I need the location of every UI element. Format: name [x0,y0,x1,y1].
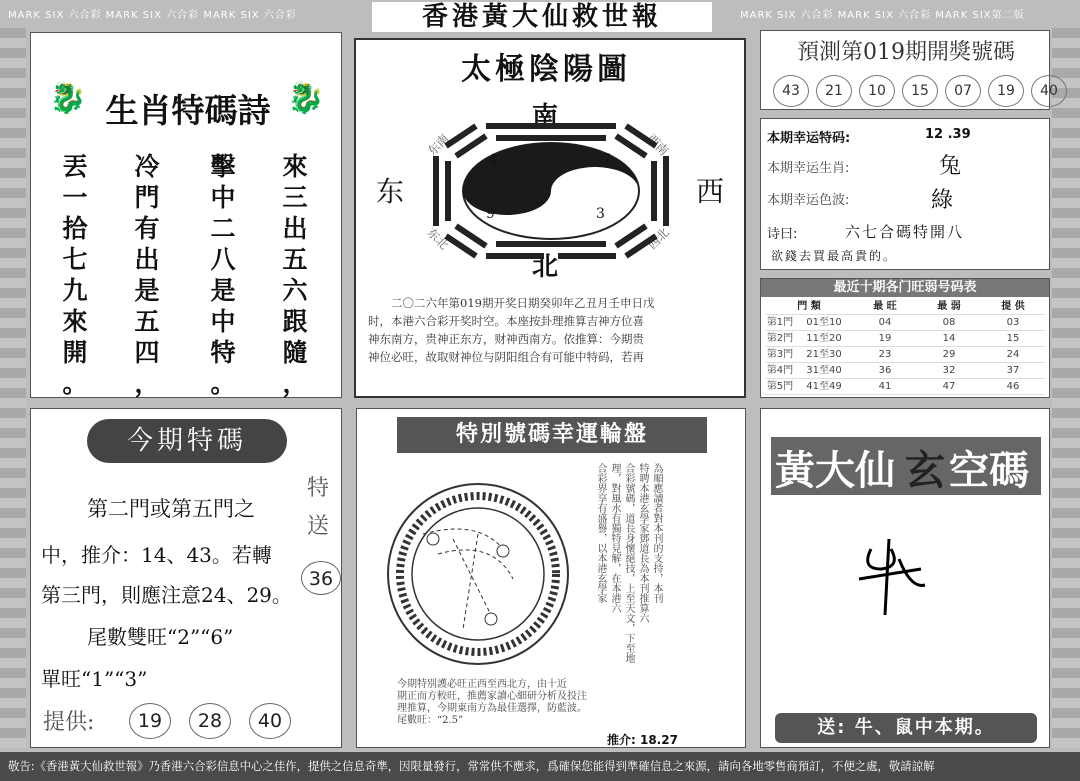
bagua-number-7: 7 [602,152,611,168]
masthead-title: 香港黃大仙救世報 [372,2,712,32]
provide-ball: 40 [249,703,291,739]
table-title: 最近十期各门旺弱号码表 [761,279,1049,297]
lucky-wheel-panel [356,408,746,748]
provide-label: 提供: [43,710,95,735]
dragon-left-icon: 🐉 [49,81,87,116]
lucky-code-value: 12 .39 [925,127,971,142]
dragon-right-icon: 🐉 [287,81,325,116]
forecast-panel [760,30,1058,110]
gift-char-1: 特 [307,476,330,501]
lucky-poem-label: 诗曰: [767,227,798,242]
gift-char-2: 送 [307,514,330,539]
forecast-title: 預測第019期開獎號碼 [797,40,1015,65]
special-line-4: 尾數雙旺“2”“6” [87,625,234,649]
notice-bar: 敬告:《香港黃大仙救世報》乃香港六合彩信息中心之佳作，提供之信息奇準，因限量發行，常常供不應求，爲確保您能得到準確信息之來源，請向各地零售商預訂，不便之處，敬請諒解 [0,752,1080,781]
wheel-diagram [383,479,573,669]
right-border-pattern [1052,28,1080,748]
table-row: 第5門 41至49 41 47 46 [765,379,1045,395]
wheel-recommend: 推介: 18.27 [607,733,678,747]
bagua-number-3: 3 [596,206,605,222]
taiji-description: 二〇二六年第019期开奖日期癸卯年乙丑月壬申日戊 时，本港六合彩开奖时空。本座按卦理推算吉神方位喜 神东南方，贵神正东方，财神西南方。依推算：今期贵 神位必旺，故取财神位与阴阳组合有可能中特码，若再 [368,296,655,364]
huang-title-3: 空碼 [949,448,1029,494]
direction-east: 东 [376,175,405,208]
direction-southeast: 东南 [424,131,452,159]
forecast-ball: 43 [773,75,809,107]
taiji-panel [354,38,746,398]
forecast-numbers [773,75,1058,107]
huang-panel [760,408,1050,748]
signature-mark [851,529,931,619]
forecast-ball: 40 [1031,75,1067,107]
huang-title-1: 黃大仙 [775,448,895,494]
bagua-number-9: 9 [486,206,495,222]
direction-south: 南 [532,102,559,132]
table-row: 第4門 31至40 36 32 37 [765,363,1045,379]
lucky-color-value: 綠 [931,188,954,213]
poem-panel [30,32,342,398]
direction-north: 北 [532,252,559,282]
taiji-title: 太極陰陽圖 [461,52,631,87]
gift-number: 36 [301,561,341,595]
direction-northeast: 东北 [424,225,452,253]
poem-column-1: 丟 一 拾 七 九 來 開 。 [62,152,88,398]
bagua-diagram [416,106,686,276]
bagua-number-4: 4 [488,152,497,168]
provide-ball: 19 [129,703,171,739]
special-line-5: 單旺“1”“3” [41,667,148,691]
lucky-zodiac-label: 本期幸运生肖: [767,161,850,176]
forecast-ball: 07 [945,75,981,107]
lucky-poem-line1: 六七合碼特開八 [845,223,965,241]
top-strip-right: MARK SIX 六合彩 MARK SIX 六合彩 MARK SIX第二版 [740,10,1025,21]
hot-cold-table [760,278,1050,398]
provide-numbers [129,703,291,739]
table-row: 第2門 11至20 19 14 15 [765,331,1045,347]
special-line-3: 第三門，則應注意24、29。 [41,583,292,607]
direction-west: 西 [696,175,725,208]
special-line-2: 中，推介：14、43。若轉 [41,543,272,567]
forecast-ball: 21 [816,75,852,107]
lucky-code-label: 本期幸运特码: [767,131,851,146]
huang-footer: 送: 牛、鼠中本期。 [775,713,1037,743]
special-line-1: 第二門或第五門之 [87,497,255,521]
direction-southwest: 西南 [644,131,672,159]
poem-column-2: 冷 門 有 出 是 五 四 ， [134,152,160,398]
top-strip-left: MARK SIX 六合彩 MARK SIX 六合彩 MARK SIX 六合彩 [8,10,297,21]
poem-column-4: 來 三 出 五 六 跟 隨 ， [282,152,308,398]
provide-ball: 28 [189,703,231,739]
lucky-zodiac-value: 兔 [939,154,962,179]
bagua-number-2: 2 [566,186,575,202]
forecast-ball: 19 [988,75,1024,107]
special-title: 今期特碼 [87,419,287,463]
huang-title-2: 玄 [905,448,945,494]
forecast-ball: 10 [859,75,895,107]
lucky-color-label: 本期幸运色波: [767,193,850,208]
poem-column-3: 擊 中 二 八 是 中 特 。 [210,152,236,398]
wheel-bottom-text: 今期特別護必旺正西至西北方，由十近 期正而方較旺，推薦家讀心細研分析及投注 理推算，今期東南方為最佳選擇，防藍波。 尾數旺：“2.5” [397,679,587,726]
lucky-poem-line2: 欲錢去買最高貴的。 [771,249,898,263]
wheel-title: 特別號碼幸運輪盤 [397,417,707,453]
table-row: 第1門 01至10 04 08 03 [765,315,1045,331]
table-row: 第3門 21至30 23 29 24 [765,347,1045,363]
special-code-panel [30,408,342,748]
wheel-description: 為順應讀者對本刊的支持，本刊 特聘本港玄學家鄧道長為本刊推算六 合彩號碼，道長身懷絕技，上至天文，下至地 理，對風水有獨特見解，在本港六 合彩界享有盛譽，以本港玄學家 [595,463,662,663]
forecast-ball: 15 [902,75,938,107]
poem-title: 生肖特碼詩 [105,91,271,130]
table-header-row: 門 類 最 旺 最 弱 提 供 [765,299,1045,315]
left-border-pattern [0,28,26,748]
direction-northwest: 西北 [644,225,672,253]
lucky-panel [760,118,1050,270]
